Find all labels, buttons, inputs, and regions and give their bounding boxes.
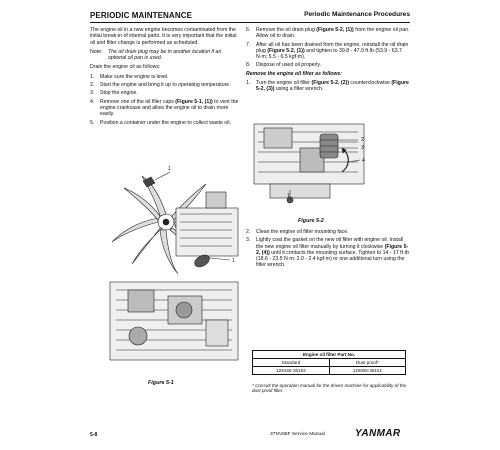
step-item: 4. Remove one of the oil filler caps (Figure 5-1, (1)) to vent the engine crankcase and allow the engine oil to drain more easily. <box>90 98 239 118</box>
callout-4: 4 <box>362 158 365 164</box>
callout-1-drain: 1 <box>287 193 290 199</box>
brand-logo: YANMAR <box>355 428 401 439</box>
left-column <box>90 27 240 128</box>
subsection-title: Periodic Maintenance Procedures <box>304 11 410 18</box>
header-rule <box>90 22 410 23</box>
table-header: Standard <box>253 359 330 367</box>
step-item: 5. Position a container under the engine to collect waste oil. <box>90 119 231 126</box>
drain-steps <box>90 74 240 126</box>
right-column <box>246 27 410 95</box>
drain-intro: Drain the engine oil as follows: <box>90 64 161 71</box>
section-title: PERIODIC MAINTENANCE <box>90 11 193 20</box>
filter-steps <box>246 80 410 93</box>
figure-5-2-caption: Figure 5-2 <box>298 218 324 224</box>
step-item: 1. Turn the engine oil filter (Figure 5-2, (2)) counterclockwise (Figure 5-2, (3)) using a filter wrench. <box>246 80 409 93</box>
step-item: 3. Lightly coat the gasket on the new oil filter with engine oil. Install the new engine oil filter manually by turning it clockwise (Figure 5-2, (4)) until it contacts the mounting surface. Tighten to 14 - 17 ft·lb (18.6 - 23.5 N·m; 2.0 - 2.4 kgf·m) or one additional turn using the filter wrench. <box>246 237 409 269</box>
step-item: 2. Clean the engine oil filter mounting face. <box>246 229 349 235</box>
figure-5-1-illustration <box>98 170 248 375</box>
step-item: 8. Dispose of used oil properly. <box>246 62 322 69</box>
callout-2: 2 <box>361 137 364 143</box>
note-label: Note: <box>90 48 103 55</box>
filter-subheading: Remove the engine oil filter as follows: <box>246 70 342 77</box>
page-header <box>90 11 410 21</box>
note-text: The oil drain plug may be in another location if an optional oil pan is used. <box>108 48 222 62</box>
table-cell: 119005-35151 <box>329 367 405 375</box>
note <box>90 49 240 62</box>
step-item: 7. After all oil has been drained from the engine, reinstall the oil drain plug (Figure 5-2, (1)) and tighten to 39.8 - 47.0 ft·lb (53.9 - 63.7 N·m; 5.5 - 6.5 kgf·m). <box>246 41 409 61</box>
filter-part-table <box>252 350 406 375</box>
figure-5-1-caption: Figure 5-1 <box>148 380 174 386</box>
callout-1-top: 1 <box>168 166 171 172</box>
step-item: 6. Remove the oil drain plug (Figure 5-2, (1)) from the engine oil pan. Allow oil to drain. <box>246 27 410 40</box>
table-header: Dust proof* <box>329 359 405 367</box>
page-number: 5-8 <box>90 432 98 438</box>
table-cell: 129150-35153 <box>253 367 330 375</box>
table-title: Engine oil filter Part No. <box>253 351 406 359</box>
filter-install-steps <box>246 229 410 271</box>
callout-1-mid: 1 <box>232 258 235 264</box>
step-item: 3. Stop the engine. <box>90 90 138 97</box>
step-item: 2. Start the engine and bring it up to operating temperature. <box>90 82 231 89</box>
figure-5-2-illustration <box>250 118 370 213</box>
drain-steps-continued <box>246 27 410 69</box>
callout-3: 3 <box>361 145 364 151</box>
intro-paragraph: The engine oil in a new engine becomes contaminated from the initial break-in of internal parts. It is very important that the initial oil and filter change is performed as scheduled. <box>90 27 237 46</box>
table-footnote: * Consult the operation manual for the driven machine for applicability of the dust proof filter. <box>252 383 407 394</box>
manual-title: 3TNV88F Service Manual <box>270 432 325 437</box>
step-item: 1. Make sure the engine is level. <box>90 73 169 80</box>
